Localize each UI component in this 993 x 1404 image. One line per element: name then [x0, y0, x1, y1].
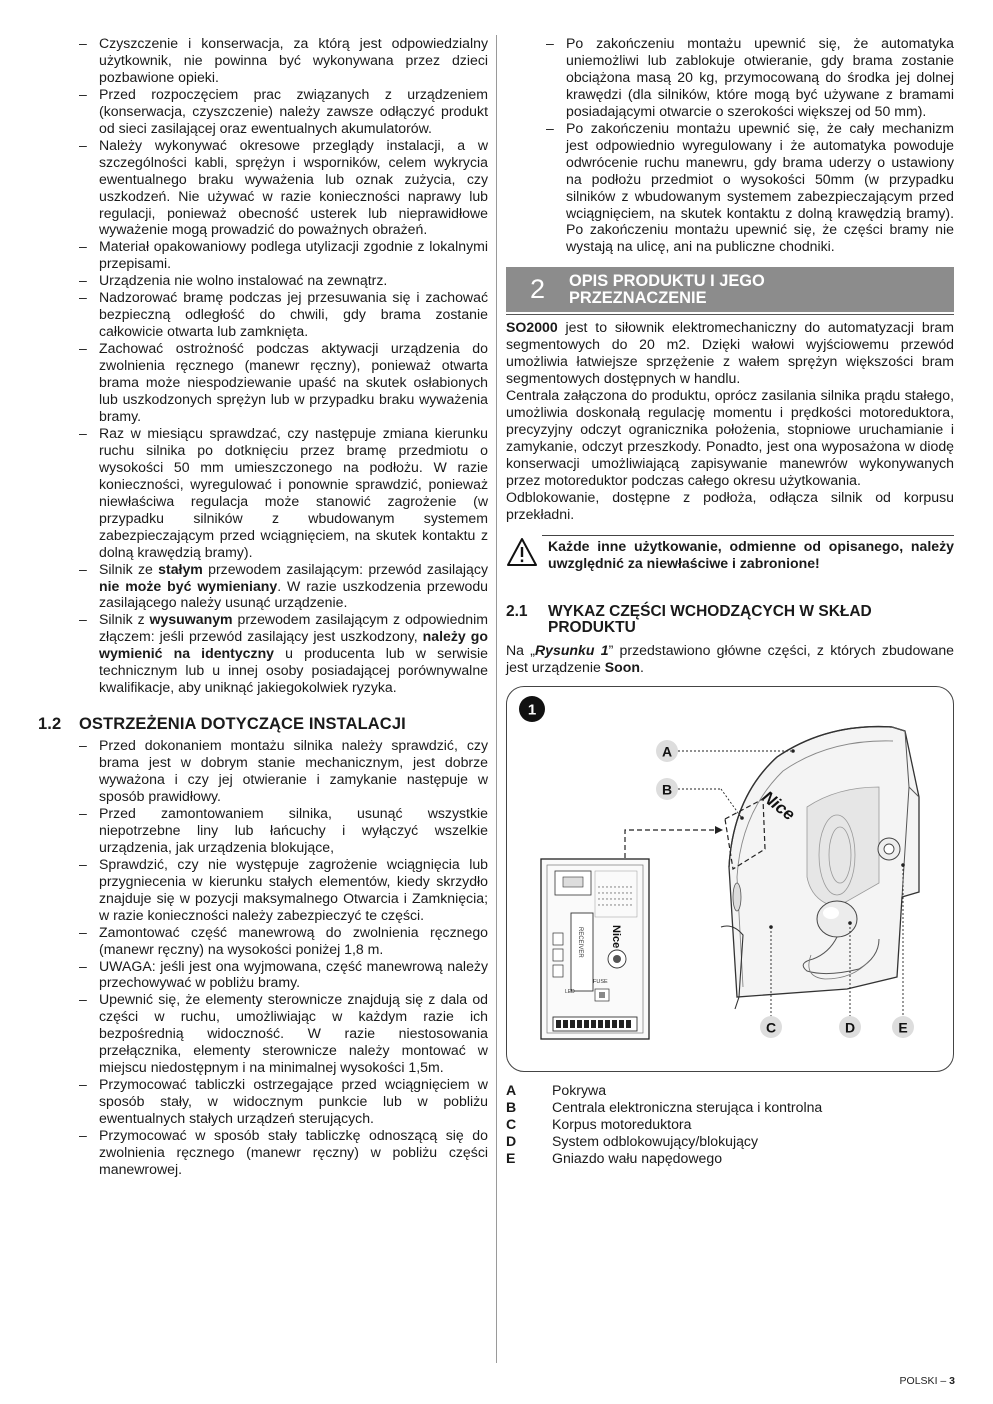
installation-checks-list [506, 35, 954, 255]
board-fuse-label: FUSE [593, 978, 608, 985]
safety-list-general [38, 35, 488, 696]
list-item: – Upewnić się, że elementy sterownicze znajdują się z dala od części w ruchu, umożliwiając w każdym razie ich bezpośrednią widoczność. W razie niestosowania przełącznika, elementy sterownicze należy montować w miejscu niedostępnym i na minimalnej wysokości 1,5m. [99, 991, 488, 1076]
control-board-illustration [541, 859, 649, 1039]
legend-row: E Gniazdo wału napędowego [506, 1149, 723, 1166]
heading-title: OSTRZEŻENIA DOTYCZĄCE INSTALACJI [79, 715, 406, 734]
legend-row: D System odblokowujący/blokujący [506, 1132, 759, 1149]
list-item-removable-cable: – Silnik z wysuwanym przewodem zasilającym z odpowiednim złączem: jeśli przewód zasilający jest uszkodzony, należy go wymienić na identyczny u producenta lub w serwisie technicznym lub u innej osoby posiadającej porównywalne kwalifikacje, aby uniknąć jakiegokolwiek ryzyka. [99, 611, 488, 696]
warning-block [506, 535, 954, 572]
board-led-label: LED [565, 988, 575, 995]
installation-warnings-list [38, 737, 488, 1178]
warning-triangle-icon [506, 535, 542, 571]
warning-text: Każde inne użytkowanie, odmienne od opisanego, należy uwzględnić za niewłaściwe i zabronione! [542, 535, 954, 572]
list-item: – Przed zamontowaniem silnika, usunąć wszystkie niepotrzebne liny lub łańcuchy i wyłączyć wszelkie urządzenia, jak urządzenia blokujące, [99, 805, 488, 856]
page-number: 3 [949, 1375, 955, 1387]
svg-text:1: 1 [527, 701, 537, 719]
motor-housing [721, 726, 919, 1008]
list-item: – Należy wykonywać okresowe przeglądy instalacji, a w szczególności kabli, sprężyn i wsporników, celem wykrycia ewentualnego braku wyważenia lub oznak zużycia, czy uszkodzeń. Nie używać w razie konieczności naprawy lub regulacji, ponieważ obecność usterek lub nieprawidłowe wyważenie mogą prowadzić do poważnych obrażeń. [99, 137, 488, 239]
callout-a [656, 740, 795, 762]
list-item: – Przed rozpoczęciem prac związanych z urządzeniem (konserwacja, czyszczenie) należy zawsze odłączyć produkt od sieci zasilającej oraz ewentualnych akumulatorów. [99, 86, 488, 137]
list-item: – Przymocować w sposób stały tabliczkę odnoszącą się do zwolnienia ręcznego (manewr ręczny) w pobliżu części manewrowej. [99, 1127, 488, 1178]
list-item: – Raz w miesiącu sprawdzać, czy następuje zmiana kierunku ruchu silnika po dotknięciu przez bramę przedmiotu o wysokości 50 mm umieszczonego na podłożu. W razie konieczności, wyregulować i ponownie sprawdzić, ponieważ niewłaściwa regulacja może stanowić zagrożenie (w przypadku silników z wbudowanym systemem zabezpieczającym przed wciągnięciem, na skutek kontaktu z dolną krawędzią bramy). [99, 425, 488, 561]
section-heading-1-2 [38, 716, 488, 733]
section-heading-2-1 [506, 604, 954, 636]
list-item: – Po zakończeniu montażu upewnić się, że automatyka uniemożliwi lub zablokuje otwieranie, gdy brama zostanie obciążona masą 20 kg, przymocowaną do środka jej dolnej krawędzi (dla silników, które mogą być używane z bramami posiadającymi otwarcie o szerokości większej od 50 mm). [566, 35, 954, 120]
page-footer: POLSKI – 3 [899, 1375, 955, 1387]
heading-number: 2.1 [506, 602, 528, 620]
connector-dashed-line [625, 830, 719, 858]
heading-title: WYKAZ CZĘŚCI WCHODZĄCYCH W SKŁAD PRODUKTU [548, 602, 872, 636]
column-divider [496, 35, 497, 1363]
section-banner-2 [506, 267, 954, 312]
svg-text:B: B [661, 781, 673, 798]
list-item: – Przed dokonaniem montażu silnika należy sprawdzić, czy brama jest w dobrym stanie mechanicznym, jest dobrze wyważona i czy jej otwieranie i zamykanie następuje w sposób prawidłowy. [99, 737, 488, 805]
section-number: 2 [529, 274, 546, 305]
list-item: – Po zakończeniu montażu upewnić się, że cały mechanizm jest odpowiednio wyregulowany i że automatyka powoduje odwrócenie ruchu manewru, gdy brama uderzy o ustawiony na podłożu przedmiot o wysokości 50mm (w przypadku silników z wbudowanym systemem zabezpieczającym przed wciągnięciem, na skutek kontaktu z dolną krawędzią bramy). Po zakończeniu montażu upewnić się, że części bramy nie wystają na ulicę, ani na publiczne chodniki. [566, 120, 954, 256]
list-item: – Zamontować część manewrową do zwolnienia ręcznego (manewr ręczny) na wysokości poniżej 1,8 m. [99, 924, 488, 958]
section-title: OPIS PRODUKTU I JEGO PRZEZNACZENIE [569, 271, 765, 307]
board-brand-logo: Nice [610, 924, 622, 948]
banner-rule [506, 314, 954, 315]
release-description: Odblokowanie, dostępne z podłoża, odłącza silnik od korpusu przekładni. [506, 488, 954, 522]
list-item: – Urządzenia nie wolno instalować na zewnątrz. [99, 272, 488, 289]
legend-row: A Pokrywa [506, 1081, 607, 1098]
svg-text:D: D [844, 1019, 856, 1036]
right-column [506, 35, 954, 1167]
list-item: – Czyszczenie i konserwacja, za którą jest odpowiedzialny użytkownik, nie powinna być wykonywana przez dzieci pozbawione opieki. [99, 35, 488, 86]
left-column [38, 35, 488, 1178]
figure-intro: Na „Rysunku 1” przedstawiono główne części, z których zbudowane jest urządzenie Soon. [506, 641, 954, 675]
legend-row: C Korpus motoreduktora [506, 1115, 692, 1132]
figure-1 [506, 686, 954, 1072]
svg-text:C: C [765, 1019, 777, 1036]
list-item: – Materiał opakowaniowy podlega utylizacji zgodnie z lokalnymi przepisami. [99, 238, 488, 272]
figure-legend [506, 1082, 954, 1167]
control-unit-description: Centrala załączona do produktu, oprócz zasilania silnika prądu stałego, umożliwia doskonałą regulację momentu i prędkości motoreduktora, precyzyjny odczyt ogranicznika położenia, stopniowe uruchamianie i zamykanie, odczyt przeszkody. Ponadto, jest ona wyposażona w diodę konserwacji umożliwiającą zapisywanie manewrów wykonywanych przez motoreduktor podczas całego okresu użytkowania. [506, 387, 954, 488]
list-item: – Sprawdzić, czy nie występuje zagrożenie wciągnięcia lub przygniecenia w kierunku stałych elementów, kiedy skrzydło znajduje się w pozycji maksymalnego Otwarcia i Zamknięcia; w razie konieczności należy zabezpieczyć te części. [99, 856, 488, 924]
svg-text:A: A [661, 743, 673, 760]
legend-row: B Centrala elektroniczna sterująca i kontrolna [506, 1098, 823, 1115]
figure-number-badge [519, 696, 545, 722]
list-item-fixed-cable: – Silnik ze stałym przewodem zasilającym: przewód zasilający nie może być wymieniany. W razie uszkodzenia przewodu zasilającego należy usunąć urządzenie. [99, 561, 488, 612]
heading-number: 1.2 [38, 715, 62, 734]
product-description: SO2000 jest to siłownik elektromechaniczny do automatyzacji bram segmentowych do 20 m2. Dzięki wałowi wyjściowemu przewód umożliwia łatwiejsze sprzężenie z wałem sprężyn większości bram segmentowych dostępnych w handlu. [506, 319, 954, 387]
list-item: – Nadzorować bramę podczas jej przesuwania się i zachować bezpieczną odległość do chwili, gdy brama zostanie całkowicie otwarta lub zamknięta. [99, 289, 488, 340]
list-item: – Przymocować tabliczki ostrzegające przed wciągnięciem w sposób stały, w widocznym punkcie lub w pobliżu ewentualnych stałych urządzeń sterujących. [99, 1076, 488, 1127]
list-item: – UWAGA: jeśli jest ona wyjmowana, część manewrową należy przechowywać w pobliżu bramy. [99, 958, 488, 992]
housing-brand-logo: Nice [758, 786, 799, 825]
list-item: – Zachować ostrożność podczas aktywacji urządzenia do zwolnienia ręcznego (manewr ręczny), ponieważ otwarta brama może niespodziewanie upaść na skutek osłabionych lub uszkodzonych sprężyn lub w przypadku braku wyważenia bramy. [99, 340, 488, 425]
board-receiver-label: RECEIVER [577, 926, 583, 958]
callout-b [656, 778, 744, 820]
svg-text:E: E [898, 1019, 908, 1036]
